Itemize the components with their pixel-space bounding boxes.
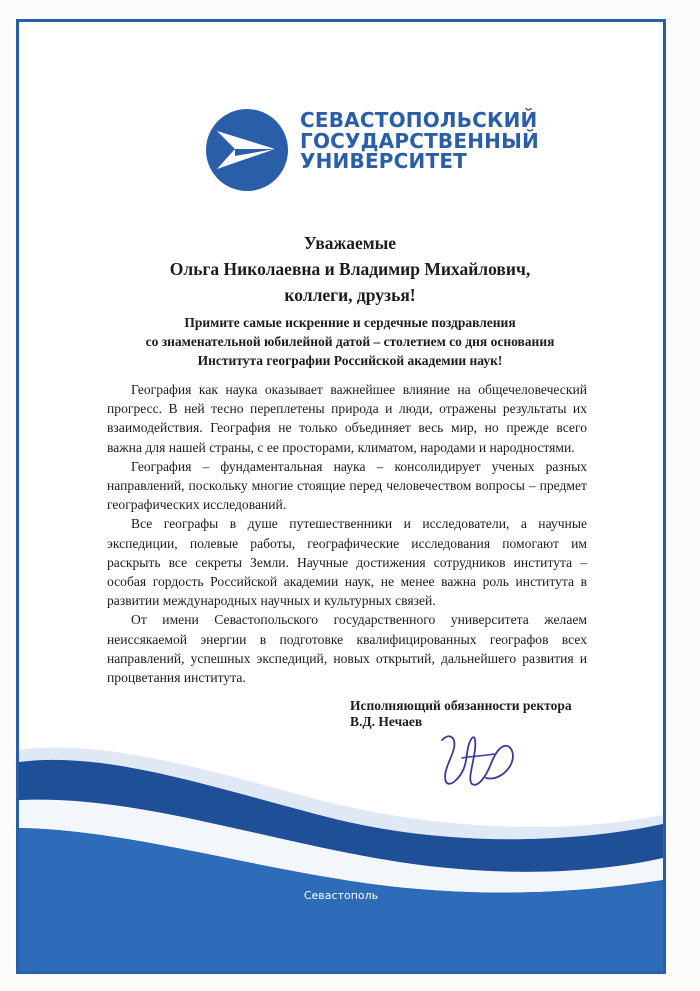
decorative-waves bbox=[19, 730, 663, 971]
university-logo-icon bbox=[205, 108, 289, 192]
signature-title: Исполняющий обязанности ректора bbox=[350, 698, 572, 713]
greeting-line-3: Института географии Российской академии наук! bbox=[197, 353, 503, 368]
university-name bbox=[300, 110, 539, 172]
salutation-line-3: коллеги, друзья! bbox=[284, 285, 416, 305]
university-name-line-2: ГОСУДАРСТВЕННЫЙ bbox=[300, 128, 539, 153]
greeting bbox=[60, 313, 640, 370]
salutation bbox=[60, 230, 640, 308]
body-paragraph-4: От имени Севастопольского государственного университета желаем неиссякаемой энергии в подготовке квалифицированных географов всех направлений, успешных экспедиций, новых открытий, дальнейшего развития и процветания института. bbox=[107, 612, 587, 686]
university-name-line-1: СЕВАСТОПОЛЬСКИЙ bbox=[300, 108, 538, 132]
signature-name: В.Д. Нечаев bbox=[350, 714, 423, 729]
university-name-line-3: УНИВЕРСИТЕТ bbox=[300, 149, 468, 173]
handwritten-signature bbox=[432, 728, 522, 790]
salutation-line-1: Уважаемые bbox=[303, 233, 397, 253]
greeting-line-1: Примите самые искренние и сердечные поздравления bbox=[184, 315, 516, 330]
body-paragraph-2: География – фундаментальная наука – консолидирует ученых разных направлений, поскольку многие стоящие перед человечеством вопросы – предмет географических исследований. bbox=[107, 458, 587, 513]
letter-body bbox=[107, 380, 587, 687]
greeting-line-2: со знаменательной юбилейной датой – столетием со дня основания bbox=[145, 334, 555, 349]
body-paragraph-3: Все географы в душе путешественники и исследователи, а научные экспедиции, полевые работы, географические исследования помогают им раскрыть все секреты Земли. Научные достижения сотрудников института – особая гордость Российской академии наук, не менее важна роль института в развитии международных научных и культурных связей. bbox=[107, 516, 587, 609]
body-paragraph-1: География как наука оказывает важнейшее влияние на общечеловеческий прогресс. В ней тесно переплетены природа и люди, отражены результаты их взаимодействия. География не только объединяет весь мир, но прежде всего важна для нашей страны, с ее просторами, климатом, народами и народностями. bbox=[107, 382, 587, 455]
salutation-line-2: Ольга Николаевна и Владимир Михайлович, bbox=[169, 259, 531, 279]
footer-city: Севастополь bbox=[303, 889, 379, 902]
